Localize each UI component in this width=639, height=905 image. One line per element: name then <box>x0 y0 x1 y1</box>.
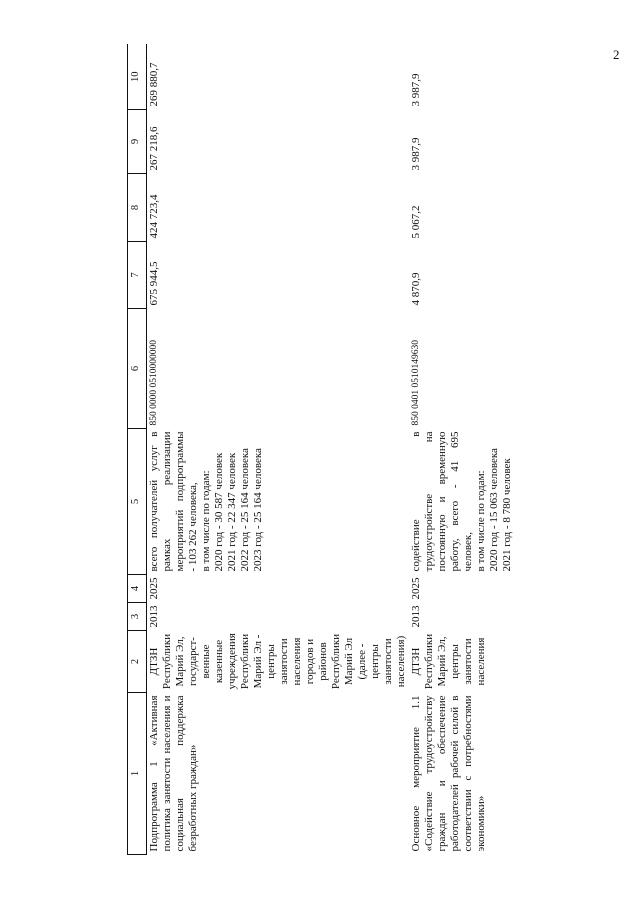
cell-indicators <box>409 429 515 575</box>
column-header-4: 4 <box>128 575 147 603</box>
indicator-line: 2020 год - 15 063 человека <box>488 448 500 572</box>
cell-end-year: 2025 <box>148 577 160 600</box>
indicator-line: 2023 год - 25 164 человека <box>252 448 264 572</box>
cell-value-2022: 3 987,9 <box>410 137 422 171</box>
cell-value-2020: 675 944,5 <box>148 261 160 306</box>
cell-executor: ДТЗН Республики Марий Эл, центры занятости населения <box>410 633 487 690</box>
indicator-line: 2020 год - 30 587 человек <box>213 452 225 572</box>
cell-value-2023: 3 987,9 <box>410 73 422 107</box>
program-table <box>127 45 515 856</box>
cell-value-2023: 269 880,7 <box>148 62 160 107</box>
indicator-line: всего получателей услуг в рамках реализации мероприятий подпрограммы - 103 262 человека, <box>148 431 199 572</box>
cell-value-2020: 4 870,9 <box>410 272 422 306</box>
page-number: 2 <box>613 47 620 62</box>
cell-start-year: 2013 <box>148 605 160 628</box>
cell-budget-code: 850 0401 0510149630 <box>411 340 421 426</box>
column-header-3: 3 <box>128 603 147 631</box>
cell-budget-code: 850 0000 0510000000 <box>149 340 159 426</box>
cell-end-year: 2025 <box>410 577 422 600</box>
column-header-1: 1 <box>128 693 147 855</box>
cell-program-name: Основное мероприятие 1.1 «Содействие трудоустройству граждан и обеспечение работодателей рабочей силой в соответствии с потребностями экономики» <box>410 695 487 852</box>
indicator-line: в том числе по годам: <box>475 470 487 572</box>
column-header-2: 2 <box>128 631 147 693</box>
indicator-line: в том числе по годам: <box>200 470 212 572</box>
indicator-line: 2021 год - 22 347 человек <box>226 452 238 572</box>
cell-value-2021: 424 723,4 <box>148 194 160 239</box>
table-row-subprogram <box>147 45 410 855</box>
rotated-table-container <box>127 45 513 855</box>
cell-indicators <box>147 429 410 575</box>
indicator-line: 2021 год - 8 780 человек <box>501 458 513 572</box>
cell-value-2022: 267 218,6 <box>148 126 160 171</box>
cell-executor: ДТЗН Республики Марий Эл, государст-венные казенные учреждения Республики Марий Эл - центры занятости населения городов и районов Республики Марий Эл (далее - центры занятости населения) <box>148 633 407 690</box>
column-header-5: 5 <box>128 429 147 575</box>
cell-value-2021: 5 067,2 <box>410 205 422 239</box>
column-header-7: 7 <box>128 242 147 309</box>
indicator-line: содействие в трудоустройстве на постоянную и временную работу, всего - 41 695 человек, <box>410 431 474 572</box>
column-header-9: 9 <box>128 110 147 174</box>
table-row-main-activity <box>409 45 515 855</box>
indicator-line: 2022 год - 25 164 человека <box>239 448 251 572</box>
column-header-10: 10 <box>128 45 147 110</box>
cell-start-year: 2013 <box>410 605 422 628</box>
column-header-8: 8 <box>128 174 147 242</box>
cell-program-name: Подпрограмма 1 «Активная политика занятости населения и социальная поддержка безработных граждан» <box>148 695 199 852</box>
column-header-6: 6 <box>128 309 147 429</box>
column-number-row <box>128 45 147 855</box>
